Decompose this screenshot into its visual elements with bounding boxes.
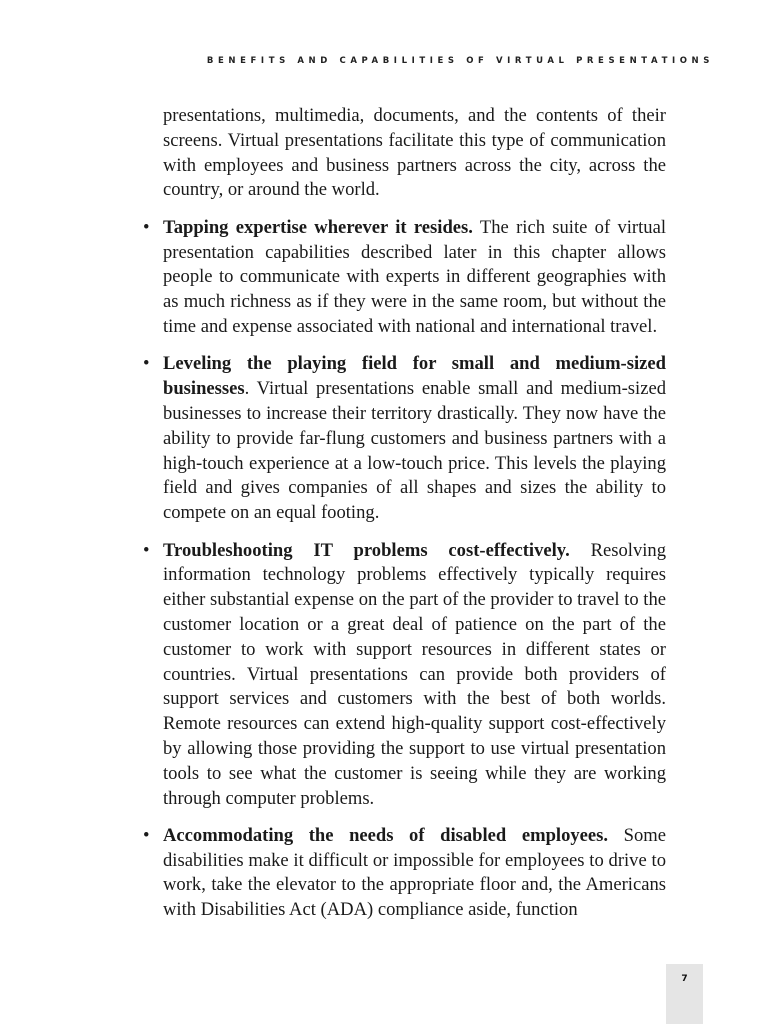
page-number-tab	[666, 964, 703, 1024]
page-number: 7	[681, 974, 688, 984]
bullet-text: The rich suite of virtual presentation capabilities described later in this chapter allows people to communicate with experts in different geographies with as much richness as if they were in the same room, but without the time and expense associated with national and international travel.	[163, 216, 666, 337]
running-head: BENEFITS AND CAPABILITIES OF VIRTUAL PRESENTATIONS	[206, 56, 714, 66]
bullet-text: . Virtual presentations enable small and medium-sized businesses to increase their territory drastically. They now have the ability to provide far-flung customers and business partners with a high-touch experience at a low-touch price. This levels the playing field and gives companies of all shapes and sizes the ability to compete on an equal footing.	[163, 378, 666, 524]
bullet-lead: Troubleshooting IT problems cost-effectively.	[163, 539, 570, 561]
bullet-text: Resolving information technology problems effectively typically requires either substantial expense on the part of the provider to travel to the customer location or a great deal of patience on the part of the customer to work with support resources in different states or countries. Virtual presentations can provide both providers of support services and customers with the best of both worlds. Remote resources can extend high-quality support cost-effectively by allowing those providing the support to use virtual presentation tools to see what the customer is seeing while they are working through computer problems.	[163, 539, 667, 809]
bullet-marker: •	[143, 539, 150, 561]
bullet-marker: •	[143, 353, 150, 375]
bullet-lead: Leveling the playing field for small and medium-sized businesses	[163, 353, 666, 400]
bullet-list	[143, 216, 667, 923]
bullet-lead: Tapping expertise wherever it resides.	[163, 216, 473, 238]
body-text	[143, 104, 667, 923]
bullet-marker: •	[143, 216, 150, 238]
list-item	[143, 352, 666, 526]
list-item	[143, 824, 666, 923]
list-item	[143, 539, 667, 812]
bullet-text: Some disabilities make it difficult or impossible for employees to drive to work, take the elevator to the appropriate floor and, the Americans with Disabilities Act (ADA) compliance aside, function	[163, 824, 666, 921]
bullet-lead: Accommodating the needs of disabled employees.	[163, 824, 609, 846]
bullet-marker: •	[143, 824, 150, 846]
intro-paragraph: presentations, multimedia, documents, and the contents of their screens. Virtual presentations facilitate this type of communication with employees and business partners across the city, across the country, or around the world.	[163, 105, 666, 201]
list-item	[143, 216, 666, 340]
